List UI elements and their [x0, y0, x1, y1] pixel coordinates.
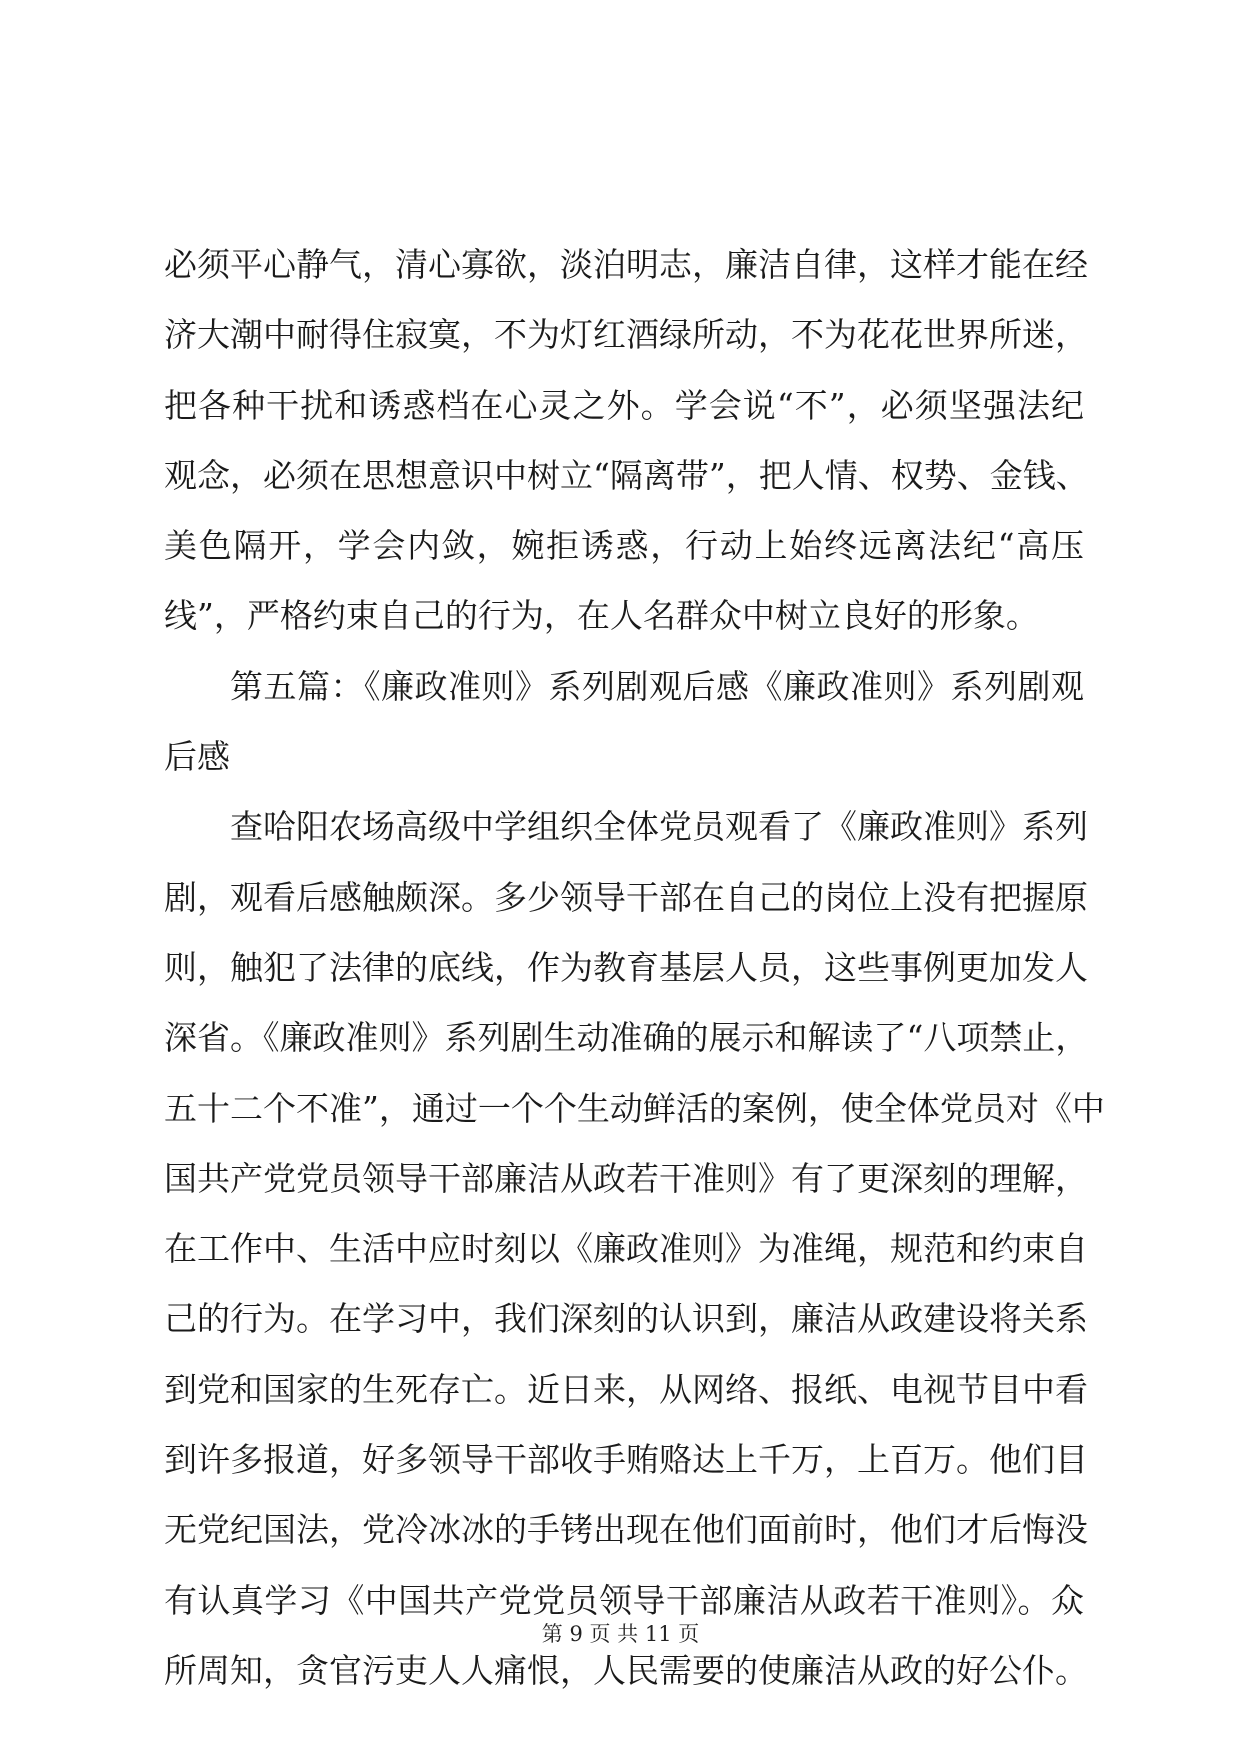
text-line: 到党和国家的生死存亡。近日来，从网络、报纸、电视节目中看 — [164, 1369, 1088, 1409]
text-line: 把各种干扰和诱惑档在心灵之外。学会说“不”，必须坚强法纪 — [164, 385, 1084, 425]
text-line: 济大潮中耐得住寂寞，不为灯红酒绿所动，不为花花世界所迷， — [164, 315, 1088, 355]
text-line: 则，触犯了法律的底线，作为教育基层人员，这些事例更加发人 — [164, 947, 1088, 987]
text-line: 在工作中、生活中应时刻以《廉政准则》为准绳，规范和约束自 — [164, 1229, 1088, 1269]
section-heading-line: 后感 — [164, 737, 230, 777]
text-line: 深省。《廉政准则》系列剧生动准确的展示和解读了“八项禁止， — [164, 1018, 1089, 1058]
text-line: 五十二个不准”，通过一个个生动鲜活的案例，使全体党员对《中 — [164, 1088, 1105, 1128]
text-line: 美色隔开，学会内敛，婉拒诱惑，行动上始终远离法纪“高压 — [164, 526, 1084, 566]
text-line: 己的行为。在学习中，我们深刻的认识到，廉洁从政建设将关系 — [164, 1299, 1088, 1339]
text-line: 观念，必须在思想意识中树立“隔离带”，把人情、权势、金钱、 — [164, 455, 1089, 495]
section-heading-line: 第五篇：《廉政准则》系列剧观后感《廉政准则》系列剧观 — [230, 666, 1084, 706]
page-number-footer: 第 9 页 共 11 页 — [541, 1622, 700, 1646]
text-line: 到许多报道，好多领导干部收手贿赂达上千万，上百万。他们目 — [164, 1440, 1088, 1480]
text-line: 有认真学习《中国共产党党员领导干部廉洁从政若干准则》。众 — [164, 1580, 1084, 1620]
text-line: 查哈阳农场高级中学组织全体党员观看了《廉政准则》系列 — [230, 807, 1088, 847]
text-line: 国共产党党员领导干部廉洁从政若干准则》有了更深刻的理解， — [164, 1158, 1088, 1198]
text-line: 无党纪国法，党冷冰冰的手铐出现在他们面前时，他们才后悔没 — [164, 1510, 1088, 1550]
text-line: 剧，观看后感触颇深。多少领导干部在自己的岗位上没有把握原 — [164, 877, 1088, 917]
text-line: 线”，严格约束自己的行为，在人名群众中树立良好的形象。 — [164, 596, 1039, 636]
text-line: 必须平心静气，清心寡欲，淡泊明志，廉洁自律，这样才能在经 — [164, 245, 1088, 284]
text-line: 所周知，贪官污吏人人痛恨，人民需要的使廉洁从政的好公仆。 — [164, 1650, 1088, 1690]
document-body — [164, 230, 1105, 1706]
